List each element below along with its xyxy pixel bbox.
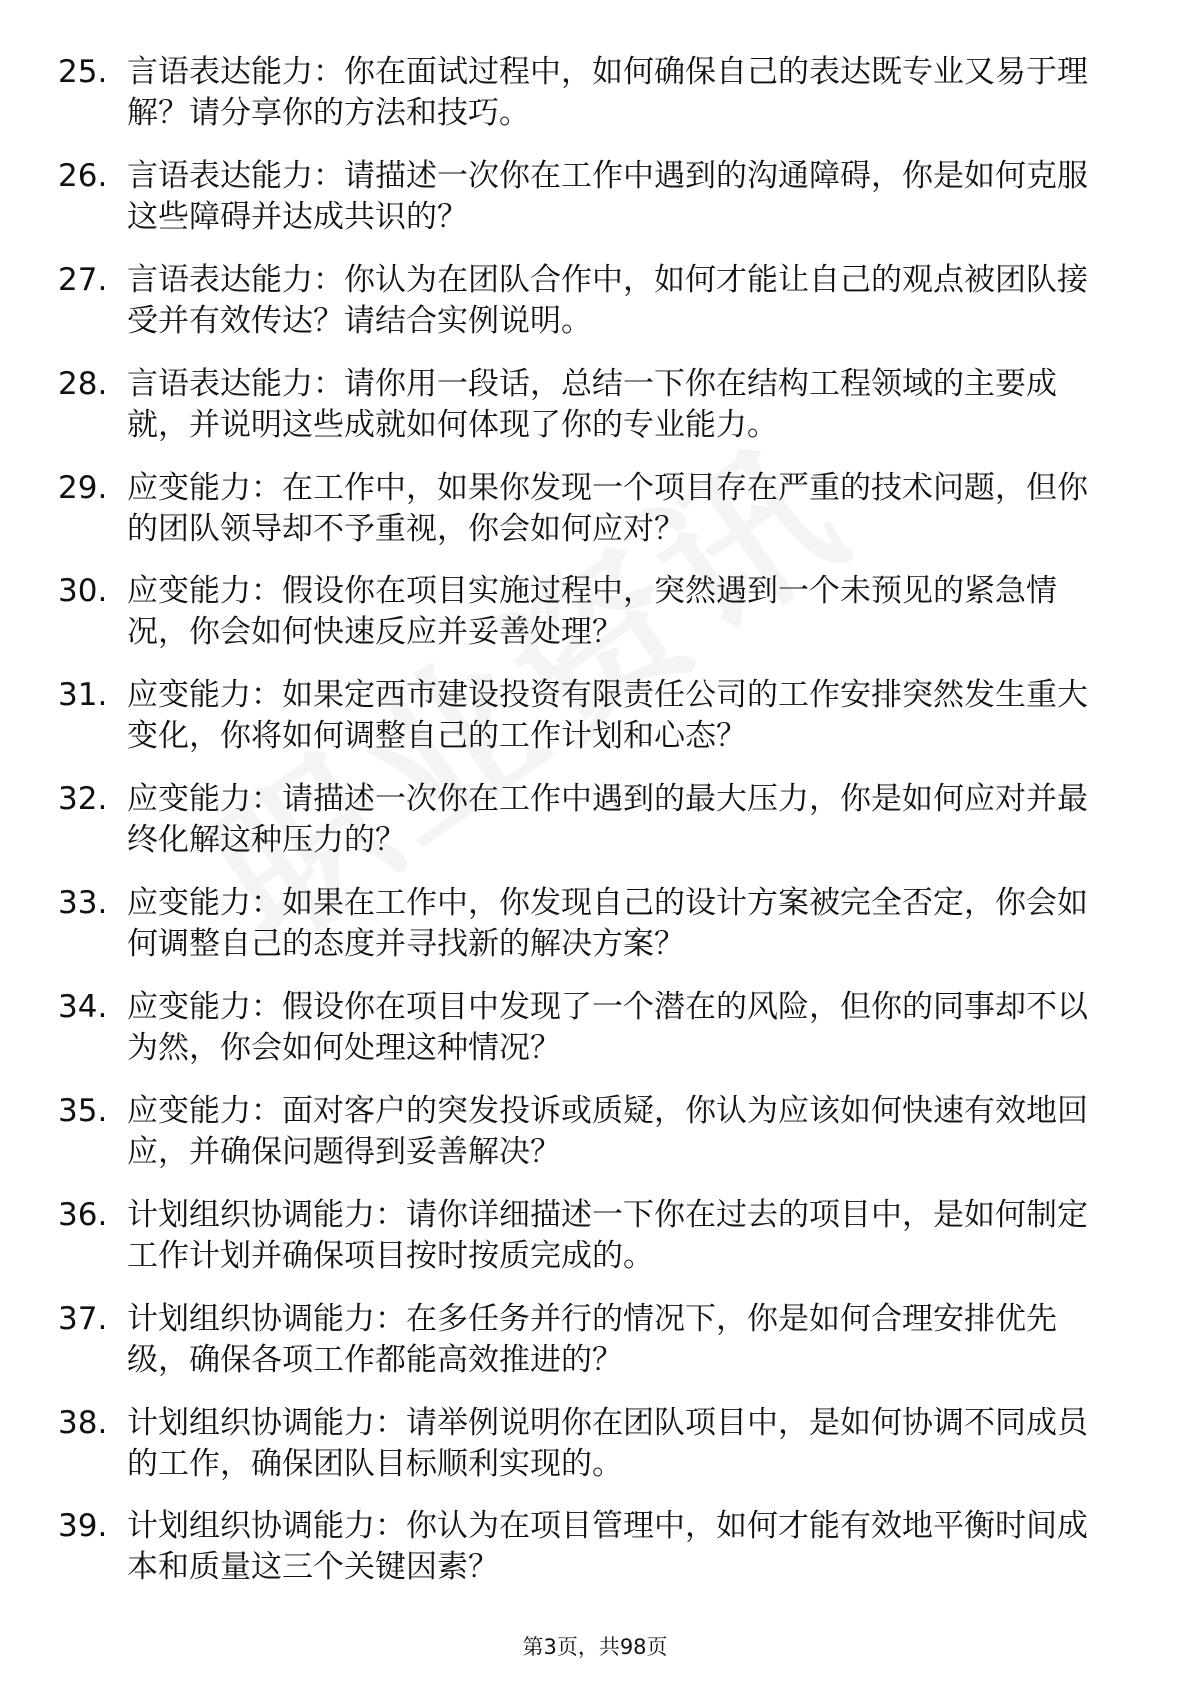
question-item-38 — [0, 1403, 1190, 1507]
question-item-32 — [0, 779, 1190, 883]
question-text: 言语表达能力：请描述一次你在工作中遇到的沟通障碍，你是如何克服这些障碍并达成共识的？ — [127, 157, 1088, 235]
question-number: 28. — [58, 365, 108, 402]
question-item-25 — [0, 52, 1190, 156]
question-number: 31. — [58, 677, 108, 714]
question-number: 27. — [58, 261, 108, 298]
question-text: 应变能力：如果在工作中，你发现自己的设计方案被完全否定，你会如何调整自己的态度并寻找新的解决方案？ — [127, 885, 1088, 963]
question-item-36 — [0, 1195, 1190, 1299]
question-text: 计划组织协调能力：请你详细描述一下你在过去的项目中，是如何制定工作计划并确保项目按时按质完成的。 — [127, 1196, 1088, 1274]
question-item-27 — [0, 260, 1190, 364]
question-number: 25. — [58, 54, 108, 90]
question-item-31 — [0, 675, 1190, 779]
question-number: 38. — [58, 1404, 108, 1441]
question-number: 32. — [58, 781, 108, 818]
question-item-34 — [0, 987, 1190, 1091]
question-number: 30. — [58, 573, 108, 610]
question-text: 应变能力：请描述一次你在工作中遇到的最大压力，你是如何应对并最终化解这种压力的？ — [127, 781, 1088, 859]
question-text: 计划组织协调能力：在多任务并行的情况下，你是如何合理安排优先级，确保各项工作都能高效推进的？ — [127, 1300, 1057, 1378]
question-text: 应变能力：在工作中，如果你发现一个项目存在严重的技术问题，但你的团队领导却不予重视，你会如何应对？ — [127, 469, 1088, 547]
question-number: 37. — [58, 1300, 108, 1337]
question-text: 言语表达能力：你认为在团队合作中，如何才能让自己的观点被团队接受并有效传达？请结合实例说明。 — [127, 261, 1088, 339]
question-text: 应变能力：面对客户的突发投诉或质疑，你认为应该如何快速有效地回应，并确保问题得到妥善解决？ — [127, 1092, 1088, 1170]
question-text: 计划组织协调能力：请举例说明你在团队项目中，是如何协调不同成员的工作，确保团队目标顺利实现的。 — [127, 1404, 1088, 1482]
question-list — [0, 52, 1190, 1610]
question-text: 言语表达能力：请你用一段话，总结一下你在结构工程领域的主要成就，并说明这些成就如何体现了你的专业能力。 — [127, 365, 1057, 443]
question-item-33 — [0, 883, 1190, 987]
question-item-37 — [0, 1299, 1190, 1403]
question-number: 26. — [58, 157, 108, 194]
question-text: 言语表达能力：你在面试过程中，如何确保自己的表达既专业又易于理解？请分享你的方法和技巧。 — [127, 54, 1088, 131]
question-number: 29. — [58, 469, 108, 506]
page-number: 第3页，共98页 — [522, 1635, 668, 1659]
question-item-35 — [0, 1091, 1190, 1195]
question-text: 应变能力：假设你在项目中发现了一个潜在的风险，但你的同事却不以为然，你会如何处理这种情况？ — [127, 989, 1088, 1067]
question-number: 33. — [58, 885, 108, 922]
question-number: 36. — [58, 1196, 108, 1233]
question-number: 34. — [58, 989, 108, 1026]
question-number: 35. — [58, 1092, 108, 1129]
question-item-39 — [0, 1506, 1190, 1610]
question-item-26 — [0, 156, 1190, 260]
question-item-30 — [0, 571, 1190, 675]
question-item-28 — [0, 364, 1190, 468]
question-text: 计划组织协调能力：你认为在项目管理中，如何才能有效地平衡时间成本和质量这三个关键因素？ — [127, 1508, 1088, 1586]
question-text: 应变能力：假设你在项目实施过程中，突然遇到一个未预见的紧急情况，你会如何快速反应并妥善处理？ — [127, 573, 1057, 651]
question-number: 39. — [58, 1508, 108, 1545]
question-text: 应变能力：如果定西市建设投资有限责任公司的工作安排突然发生重大变化，你将如何调整自己的工作计划和心态？ — [127, 677, 1088, 755]
question-item-29 — [0, 468, 1190, 572]
